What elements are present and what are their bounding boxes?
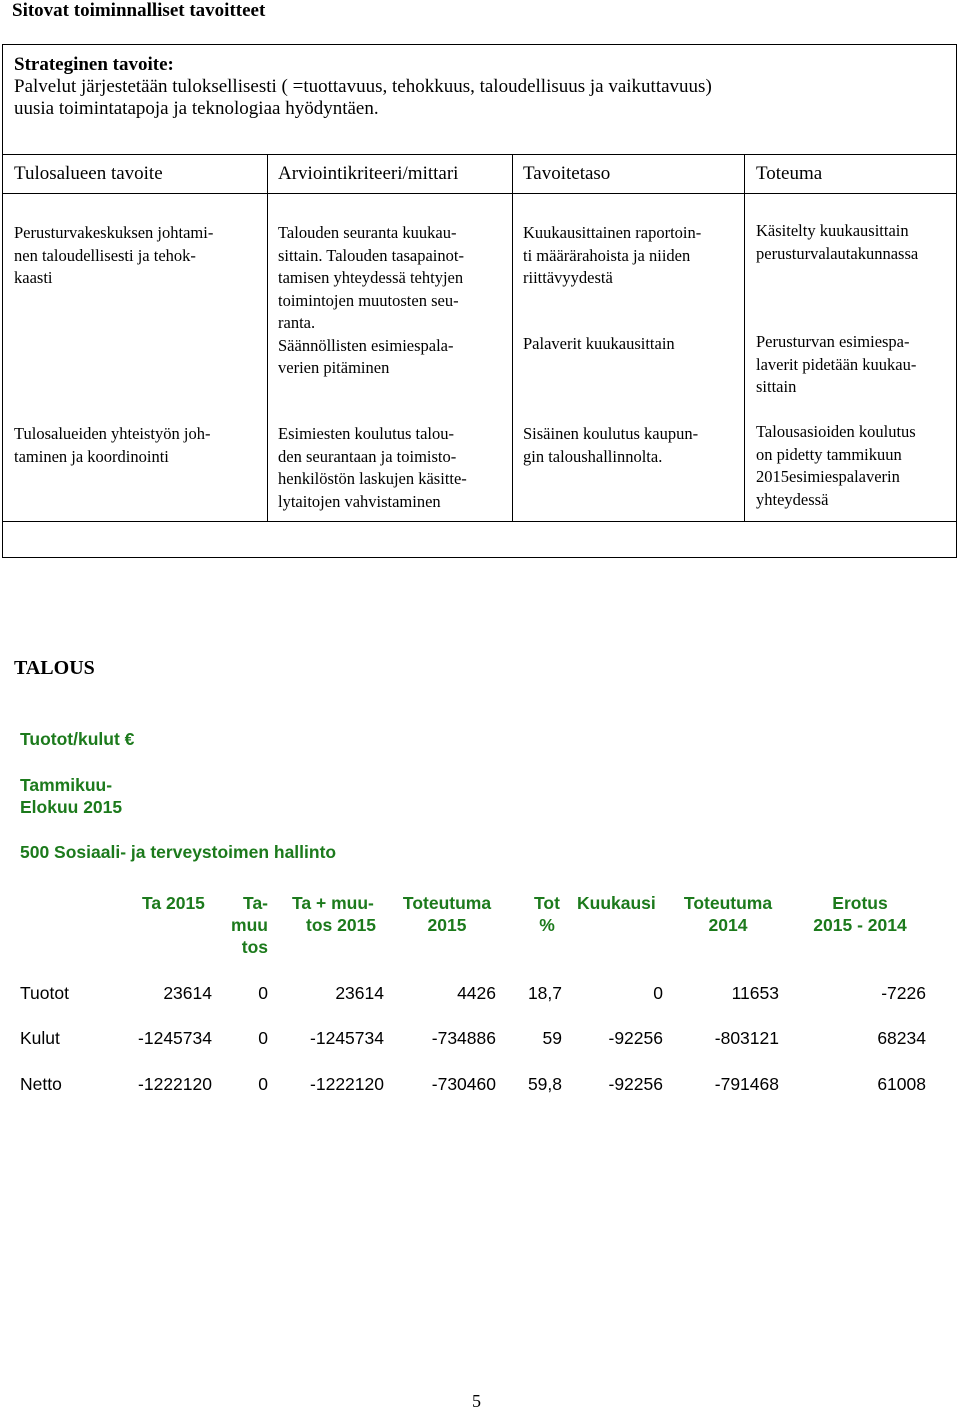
value-cell: 11653 — [731, 983, 779, 1003]
row-label: Tuotot — [20, 983, 69, 1003]
finance-row — [0, 1074, 960, 1098]
finance-header: Ta- muu tos — [231, 893, 268, 957]
value-cell: 4426 — [457, 983, 496, 1003]
period-label: Tammikuu- Elokuu 2015 — [20, 775, 123, 817]
target-cell: Palaverit kuukausittain — [523, 334, 675, 353]
value-cell: -791468 — [714, 1074, 779, 1094]
goal-cell: Perusturvakeskuksen johtami- nen taloudellisesti ja tehok- kaasti — [14, 223, 214, 287]
divider — [267, 154, 268, 521]
value-cell: 59,8 — [527, 1074, 562, 1094]
value-cell: -92256 — [608, 1028, 663, 1048]
finance-header: Tot % — [534, 893, 560, 935]
value-cell: 0 — [258, 1074, 268, 1094]
finance-row — [0, 983, 960, 1007]
tuotot-kulut-label: Tuotot/kulut € — [20, 729, 135, 749]
strategic-goal-text: uusia toimintatapoja ja teknologiaa hyödyntäen. — [14, 98, 379, 119]
value-cell: 18,7 — [527, 983, 562, 1003]
value-cell: 23614 — [163, 983, 212, 1003]
target-cell: Sisäinen koulutus kaupun- gin taloushallinnolta. — [523, 424, 699, 466]
value-cell: -1245734 — [310, 1028, 384, 1048]
finance-header: Ta 2015 — [142, 893, 205, 913]
row-label: Kulut — [20, 1028, 60, 1048]
result-cell: Käsitelty kuukausittain perusturvalautakunnassa — [756, 221, 919, 263]
value-cell: 59 — [542, 1028, 562, 1048]
finance-header: Toteutuma 2014 — [683, 893, 773, 935]
page-title: Sitovat toiminnalliset tavoitteet — [12, 0, 266, 21]
value-cell: 0 — [258, 1028, 268, 1048]
finance-header: Kuukausi — [577, 893, 656, 913]
goal-cell: Tulosalueiden yhteistyön joh- taminen ja koordinointi — [14, 424, 211, 466]
column-header: Arviointikriteeri/mittari — [278, 163, 459, 184]
target-cell: Kuukausittainen raportoin- ti määrärahoista ja niiden riittävyydestä — [523, 223, 702, 287]
value-cell: 0 — [653, 983, 663, 1003]
value-cell: -734886 — [431, 1028, 496, 1048]
finance-header: Toteutuma 2015 — [402, 893, 492, 935]
finance-row — [0, 1028, 960, 1052]
result-cell: Perusturvan esimiespa- laverit pidetään kuukau- sittain — [756, 332, 917, 396]
result-cell: Talousasioiden koulutus on pidetty tammikuun 2015esimiespalaverin yhteydessä — [756, 422, 916, 509]
value-cell: -1222120 — [310, 1074, 384, 1094]
divider — [744, 154, 745, 521]
column-header: Tavoitetaso — [523, 163, 611, 184]
value-cell: 68234 — [877, 1028, 926, 1048]
value-cell: -1245734 — [138, 1028, 212, 1048]
divider — [3, 521, 956, 522]
column-header: Tulosalueen tavoite — [14, 163, 163, 184]
value-cell: 61008 — [877, 1074, 926, 1094]
value-cell: -1222120 — [138, 1074, 212, 1094]
section-title: TALOUS — [14, 657, 95, 679]
column-header: Toteuma — [756, 163, 823, 184]
strategic-goal-label: Strateginen tavoite: — [14, 54, 174, 75]
finance-header: Erotus 2015 - 2014 — [813, 893, 907, 935]
value-cell: -803121 — [714, 1028, 779, 1048]
strategic-goal-text: Palvelut järjestetään tuloksellisesti ( =tuottavuus, tehokkuus, taloudellisuus ja vaikuttavuus) — [14, 76, 712, 97]
strategic-goal — [14, 54, 712, 120]
finance-header: Ta + muu- tos 2015 — [292, 893, 377, 935]
value-cell: -92256 — [608, 1074, 663, 1094]
divider — [3, 193, 956, 194]
value-cell: -7226 — [881, 983, 926, 1003]
page-number: 5 — [472, 1391, 481, 1411]
row-label: Netto — [20, 1074, 62, 1094]
criteria-cell: Esimiesten koulutus talou- den seurantaan ja toimisto- henkilöstön laskujen käsitte- lytaitojen vahvistaminen — [278, 424, 467, 511]
unit-label: 500 Sosiaali- ja terveystoimen hallinto — [20, 842, 337, 862]
value-cell: -730460 — [431, 1074, 496, 1094]
value-cell: 0 — [258, 983, 268, 1003]
divider — [3, 154, 956, 155]
criteria-cell: Talouden seuranta kuukau- sittain. Talouden tasapainot- tamisen yhteydessä tehtyjen toimintojen muutosten seu- ranta. Säännöllisten esimiespala- verien pitäminen — [278, 223, 464, 377]
value-cell: 23614 — [335, 983, 384, 1003]
divider — [512, 154, 513, 521]
